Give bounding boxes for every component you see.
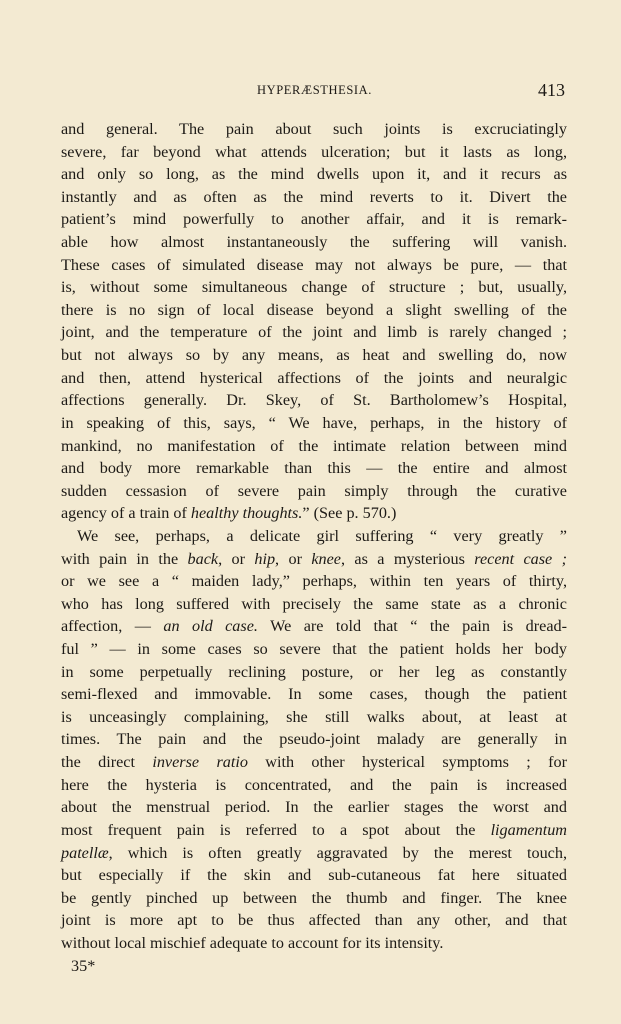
text-line	[61, 480, 567, 503]
text-run: patient’s mind powerfully to another affair, and it is remark-	[61, 210, 567, 229]
text-run: or we see a “ maiden lady,” perhaps, within ten years of thirty,	[61, 572, 567, 591]
text-run: but not always so by any means, as heat and swelling do, now	[61, 346, 567, 365]
text-line	[61, 548, 567, 571]
text-run: but especially if the skin and sub-cutaneous fat here situated	[61, 866, 567, 885]
text-line	[61, 751, 567, 774]
text-line	[61, 593, 567, 616]
text-run: without local mischief adequate to account for its intensity.	[61, 933, 444, 952]
text-line	[61, 118, 567, 141]
text-run: joint, and the temperature of the joint and limb is rarely changed ;	[61, 323, 567, 342]
text-run: times. The pain and the pseudo-joint malady are generally in	[61, 730, 567, 749]
text-line	[61, 525, 567, 548]
text-run: ful ” — in some cases so severe that the patient holds her body	[61, 640, 567, 659]
text-run: , as a mysterious	[340, 549, 475, 568]
text-line	[61, 208, 567, 231]
text-line	[61, 638, 567, 661]
text-run: most frequent pain is referred to a spot about the	[61, 820, 491, 839]
text-line	[61, 457, 567, 480]
text-run: be gently pinched up between the thumb and finger. The knee	[61, 888, 567, 907]
text-line	[61, 367, 567, 390]
text-run: ” (See p. 570.)	[302, 504, 397, 523]
text-line	[61, 887, 567, 910]
text-run: affection, —	[61, 617, 164, 636]
signature-mark: 35*	[71, 956, 96, 975]
text-run: with other hysterical symptoms ; for	[247, 753, 567, 772]
text-run: here the hysteria is concentrated, and the pain is increased	[61, 775, 567, 794]
text-line	[61, 502, 567, 525]
text-line	[61, 774, 567, 797]
text-run: We are told that “ the pain is dread-	[257, 617, 567, 636]
text-run: affections generally. Dr. Skey, of St. Bartholomew’s Hospital,	[61, 391, 567, 410]
italic-text: patellæ	[61, 843, 109, 862]
text-line	[61, 683, 567, 706]
text-line	[61, 231, 567, 254]
text-run: with pain in the	[61, 549, 188, 568]
italic-text: hip	[254, 549, 276, 568]
text-line	[61, 615, 567, 638]
italic-text: an old case.	[163, 617, 258, 636]
text-line	[61, 389, 567, 412]
text-line	[61, 321, 567, 344]
text-run: the direct	[61, 753, 153, 772]
text-run: about the menstrual period. In the earlier stages the worst and	[61, 798, 567, 817]
italic-text: inverse ratio	[152, 753, 248, 772]
italic-text: ligamentum	[490, 820, 567, 839]
text-run: , or	[275, 549, 312, 568]
text-run: These cases of simulated disease may not always be pure, — that	[61, 255, 567, 274]
running-title: HYPERÆSTHESIA.	[257, 83, 373, 97]
body-text	[61, 118, 567, 977]
text-run: is unceasingly complaining, she still walks about, at least at	[61, 707, 567, 726]
text-line	[61, 254, 567, 277]
page-number: 413	[538, 80, 565, 100]
text-run: mankind, no manifestation of the intimate relation between mind	[61, 436, 567, 455]
text-run: in speaking of this, says, “ We have, perhaps, in the history of	[61, 413, 567, 432]
italic-text: knee	[311, 549, 341, 568]
text-line	[61, 141, 567, 164]
text-run: and body more remarkable than this — the entire and almost	[61, 459, 567, 478]
text-run: and then, attend hysterical affections of the joints and neuralgic	[61, 368, 567, 387]
text-line	[61, 276, 567, 299]
text-run: and general. The pain about such joints is excruciatingly	[61, 120, 567, 138]
page-header	[0, 80, 621, 104]
text-run: who has long suffered with precisely the same state as a chronic	[61, 594, 567, 613]
text-line	[61, 570, 567, 593]
text-run: and only so long, as the mind dwells upon it, and it recurs as	[61, 165, 567, 184]
text-run: in some perpetually reclining posture, or her leg as constantly	[61, 662, 567, 681]
text-line	[61, 412, 567, 435]
text-line	[61, 706, 567, 729]
text-run: is, without some simultaneous change of structure ; but, usually,	[61, 278, 567, 297]
text-run: , or	[218, 549, 255, 568]
text-run: there is no sign of local disease beyond a slight swelling of the	[61, 300, 567, 319]
text-line	[61, 842, 567, 865]
text-line	[61, 163, 567, 186]
text-run: able how almost instantaneously the suffering will vanish.	[61, 233, 567, 252]
text-run: sudden cessasion of severe pain simply through the curative	[61, 481, 567, 500]
text-line	[61, 728, 567, 751]
text-run: , which is often greatly aggravated by the merest touch,	[108, 843, 567, 862]
text-line	[61, 186, 567, 209]
text-line	[61, 299, 567, 322]
text-line	[61, 909, 567, 932]
text-line	[61, 864, 567, 887]
italic-text: healthy thoughts.	[190, 504, 303, 523]
text-line	[61, 661, 567, 684]
text-line	[61, 819, 567, 842]
text-run: joint is more apt to be thus affected than any other, and that	[61, 911, 567, 930]
text-run: severe, far beyond what attends ulceration; but it lasts as long,	[61, 142, 567, 161]
text-line	[61, 435, 567, 458]
text-run: semi-flexed and immovable. In some cases, though the patient	[61, 685, 567, 704]
italic-text: back	[187, 549, 219, 568]
text-run: instantly and as often as the mind reverts to it. Divert the	[61, 187, 567, 206]
text-line	[61, 796, 567, 819]
text-run: agency of a train of	[61, 504, 191, 523]
text-line	[61, 344, 567, 367]
text-line	[61, 932, 567, 955]
italic-text: recent case ;	[474, 549, 567, 568]
text-run: We see, perhaps, a delicate girl suffering “ very greatly ”	[77, 526, 567, 545]
